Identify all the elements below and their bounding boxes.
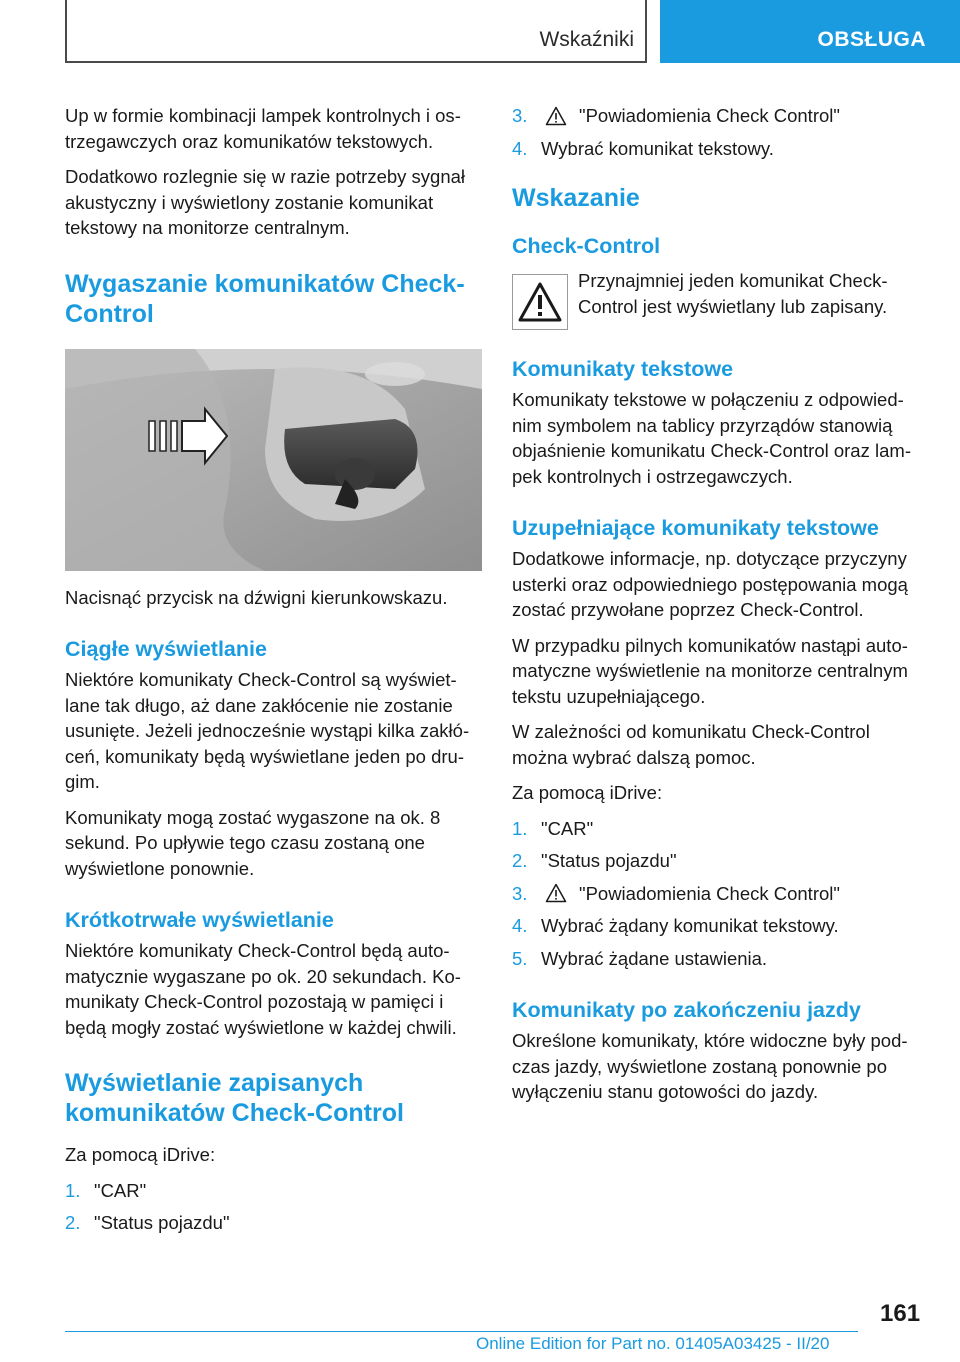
- step-text: "CAR": [541, 817, 594, 839]
- list-item: [512, 946, 924, 972]
- paragraph: Dodatkowo rozlegnie się w razie potrzeby sygnał akustyczny i wyświetlony zostanie komunikat tekstowy na monitorze centralnym.: [65, 166, 466, 238]
- step-text: Wybrać żądany komunikat tekstowy.: [541, 915, 839, 936]
- paragraph: Komunikaty mogą zostać wygaszone na ok. 8 sekund. Po upływie tego czasu zostaną one wyświetlone ponownie.: [65, 806, 441, 879]
- heading-dismiss-messages: Wygaszanie komunikatów Check-Control: [65, 269, 465, 328]
- heading-short-display: Krótkotrwałe wyświetlanie: [65, 908, 334, 932]
- step-text: "Status pojazdu": [541, 850, 677, 871]
- paragraph: Niektóre komunikaty Check-Control są wyświetlane tak długo, aż dane zakłócenie nie zostanie usunięte. Jeżeli jednocześnie wystąpi kilka zakłóceń, komunikaty będą wyświetlane jeden po drugim.: [65, 669, 470, 792]
- paragraph: Określone komunikaty, które widoczne były podczas jazdy, wyświetlone zostaną ponownie po wyłączeniu stanu gotowości do jazdy.: [512, 1030, 908, 1102]
- turn-signal-lever-illustration: [65, 349, 482, 571]
- warning-text: Przynajmniej jeden komunikat Check-Control jest wyświetlany lub zapisany.: [578, 270, 888, 317]
- right-column: [512, 103, 924, 1115]
- list-item: [512, 136, 924, 162]
- header-chapter-tab: OBSŁUGA: [660, 0, 960, 63]
- page-number: 161: [880, 1300, 921, 1327]
- heading-text-messages: Komunikaty tekstowe: [512, 357, 734, 381]
- paragraph: Za pomocą iDrive:: [65, 1144, 216, 1165]
- warning-triangle-icon: [517, 281, 563, 323]
- figure-caption: Nacisnąć przycisk na dźwigni kierunkowskazu.: [65, 586, 448, 608]
- heading-supplementary-messages: Uzupełniające komunikaty tekstowe: [512, 516, 879, 540]
- list-item: [65, 1210, 482, 1236]
- header-section-title: Wskaźniki: [539, 28, 634, 51]
- step-text: Wybrać żądane ustawienia.: [541, 947, 768, 969]
- heading-display: Wskazanie: [512, 184, 640, 212]
- edition-note: Online Edition for Part no. 01405A03425 - II/20: [476, 1334, 830, 1353]
- paragraph: Niektóre komunikaty Check-Control będą automatycznie wygaszane po ok. 20 sekundach. Komunikaty Check-Control pozostają w pamięci i będą mogły zostać wyświetlone w każdej chwili.: [65, 940, 461, 1038]
- warning-icon-box: [512, 274, 568, 330]
- step-list: [512, 816, 924, 972]
- heading-after-drive-messages: Komunikaty po zakończeniu jazdy: [512, 998, 861, 1022]
- step-text: "CAR": [94, 1179, 147, 1201]
- step-text: "Status pojazdu": [94, 1212, 230, 1233]
- list-item: [512, 848, 924, 874]
- step-number: 4.: [512, 915, 528, 936]
- paragraph: Za pomocą iDrive:: [512, 782, 663, 803]
- step-text: "Powiadomienia Check Control": [579, 105, 840, 126]
- step-number: 1.: [512, 817, 528, 839]
- step-number: 3.: [512, 105, 528, 126]
- paragraph: W przypadku pilnych komunikatów nastąpi automatyczne wyświetlenie na monitorze centralnym tekstu uzupełniającego.: [512, 634, 908, 707]
- list-item: [512, 881, 924, 907]
- list-item: [512, 816, 924, 842]
- step-text: Wybrać komunikat tekstowy.: [541, 137, 774, 159]
- list-item: [65, 1178, 482, 1204]
- list-item: [512, 103, 924, 129]
- step-text: "Powiadomienia Check Control": [579, 882, 840, 904]
- step-number: 5.: [512, 947, 528, 969]
- step-list: [512, 103, 924, 161]
- warning-notice: [512, 268, 924, 330]
- heading-stored-messages: Wyświetlanie zapisanych komunikatów Check-Control: [65, 1069, 404, 1127]
- warning-triangle-icon: [545, 106, 567, 126]
- step-number: 1.: [65, 1179, 81, 1201]
- paragraph: Up w formie kombinacji lampek kontrolnych i ostrzegawczych oraz komunikatów tekstowych.: [65, 105, 461, 152]
- step-number: 2.: [65, 1212, 81, 1233]
- step-number: 4.: [512, 137, 528, 159]
- warning-triangle-icon: [545, 883, 567, 903]
- footer-divider: [65, 1331, 858, 1332]
- left-column: [65, 103, 482, 1248]
- heading-continuous-display: Ciągłe wyświetlanie: [65, 637, 267, 661]
- paragraph: W zależności od komunikatu Check-Control można wybrać dalszą pomoc.: [512, 721, 870, 768]
- paragraph: Komunikaty tekstowe w połączeniu z odpowiednim symbolem na tablicy przyrządów stanowią objaśnienie komunikatu Check-Control oraz lampek kontrolnych i ostrzegawczych.: [512, 389, 911, 487]
- heading-check-control: Check-Control: [512, 234, 661, 258]
- paragraph: Dodatkowe informacje, np. dotyczące przyczyny usterki oraz odpowiedniego postępowania mogą zostać przywołane poprzez Check-Control.: [512, 548, 908, 620]
- list-item: [512, 913, 924, 939]
- step-list: [65, 1178, 482, 1236]
- step-number: 2.: [512, 850, 528, 871]
- step-number: 3.: [512, 882, 528, 904]
